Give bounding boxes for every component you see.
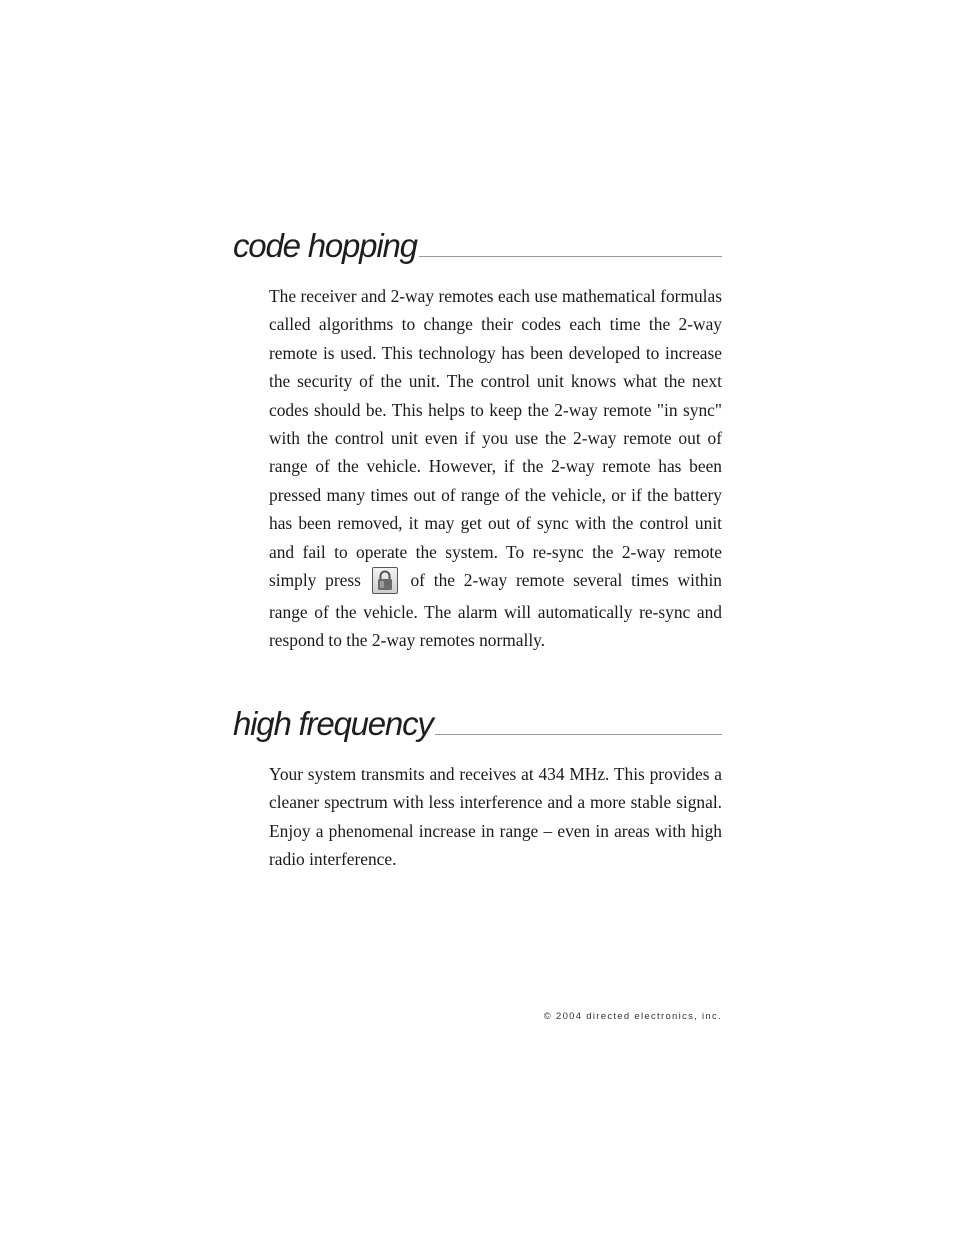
lock-icon bbox=[372, 567, 398, 594]
section-body: Your system transmits and receives at 434 MHz. This provides a cleaner spectrum with less interference and a more stable signal. Enjoy a phenomenal increase in range – even in areas with high radio interference. bbox=[269, 764, 722, 870]
section-code-hopping bbox=[233, 222, 722, 672]
body-text-before-icon: The receiver and 2-way remotes each use mathematical formulas called algorithms to change their codes each time the 2-way remote is used. This technology has been developed to increase the security of the unit. The control unit knows what the next codes should be. This helps to keep the 2-way remote "in sync" with the control unit even if you use the 2-way remote out of range of the vehicle. However, if the 2-way remote has been pressed many times out of range of the vehicle, or if the battery has been removed, it may get out of sync with the control unit and fail to operate the system. To re-sync the 2-way remote simply press bbox=[269, 286, 722, 591]
section-title: high frequency bbox=[233, 705, 433, 742]
body-text-after-icon: of the 2-way remote several times within range of the vehicle. The alarm will automatically re-sync and respond to the 2-way remotes normally. bbox=[269, 570, 722, 650]
section-title: code hopping bbox=[233, 227, 417, 264]
section-body bbox=[269, 282, 722, 654]
copyright-footer: © 2004 directed electronics, inc. bbox=[543, 1011, 722, 1022]
section-heading bbox=[233, 222, 722, 264]
section-heading bbox=[233, 700, 722, 742]
section-high-frequency bbox=[233, 700, 722, 891]
